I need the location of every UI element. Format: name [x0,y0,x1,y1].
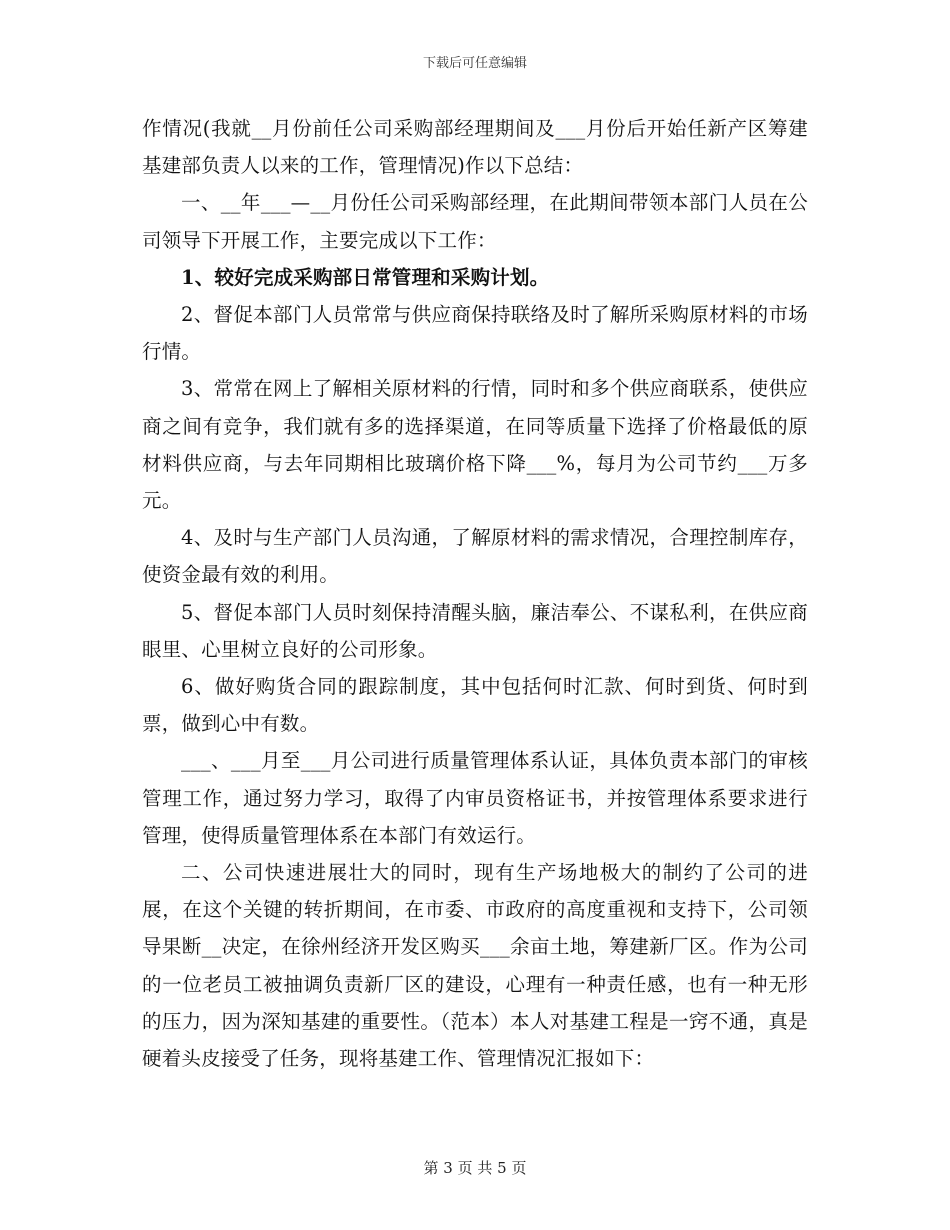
paragraph-item-2: 2、督促本部门人员常常与供应商保持联络及时了解所采购原材料的市场行情。 [142,303,808,364]
paragraph-item-6: 6、做好购货合同的跟踪制度，其中包括何时汇款、何时到货、何时到票，做到心中有数。 [142,675,808,736]
paragraph-quality-certification: ___、___月至___月公司进行质量管理体系认证，具体负责本部门的审核管理工作，通过努力学习，取得了内审员资格证书，并按管理体系要求进行管理，使得质量管理体系在本部门有效运行。 [142,749,808,847]
page-header: 下载后可任意编辑 [422,56,527,71]
paragraph-item-3: 3、常常在网上了解相关原材料的行情，同时和多个供应商联系，使供应商之间有竞争，我们就有多的选择渠道，在同等质量下选择了价格最低的原材料供应商，与去年同期相比玻璃价格下降___%，每月为公司节约___万多元。 [142,377,808,513]
paragraph-section-one: 一、__年___—__月份任公司采购部经理，在此期间带领本部门人员在公司领导下开展工作，主要完成以下工作： [142,191,808,252]
document-body [142,110,808,1077]
paragraph-section-two: 二、公司快速进展壮大的同时，现有生产场地极大的制约了公司的进展，在这个关键的转折期间，在市委、市政府的高度重视和支持下，公司领导果断__决定，在徐州经济开发区购买___余亩土地，筹建新厂区。作为公司的一位老员工被抽调负责新厂区的建设，心理有一种责任感，也有一种无形的压力，因为深知基建的重要性。（范本）本人对基建工程是一窍不通，真是硬着头皮接受了任务，现将基建工作、管理情况汇报如下： [142,861,808,1071]
paragraph-item-4: 4、及时与生产部门人员沟通，了解原材料的需求情况，合理控制库存，使资金最有效的利用。 [142,526,808,587]
paragraph-item-1-heading: 1、较好完成采购部日常管理和采购计划。 [181,265,550,289]
paragraph-item-5: 5、督促本部门人员时刻保持清醒头脑，廉洁奉公、不谋私利，在供应商眼里、心里树立良好的公司形象。 [142,600,808,661]
page-number: 第 3 页 共 5 页 [423,1159,527,1177]
paragraph-continuation: 作情况(我就__月份前任公司采购部经理期间及___月份后开始任新产区筹建基建部负责人以来的工作，管理情况)作以下总结： [142,117,808,178]
